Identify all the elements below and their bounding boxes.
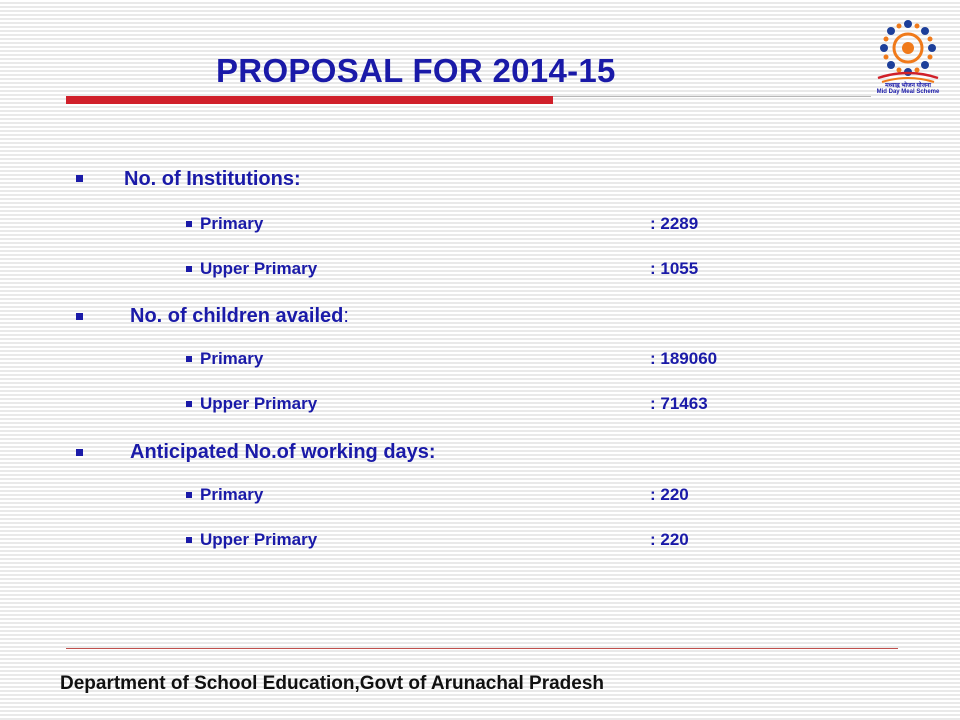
footer-divider	[66, 648, 898, 649]
title-underline-accent	[66, 96, 553, 104]
item-value: : 2289	[650, 214, 699, 233]
bullet-square-icon	[186, 492, 192, 498]
bullet-square-icon	[76, 313, 83, 320]
item-value: : 189060	[650, 349, 718, 368]
section-heading-working-days: Anticipated No.of working days:	[130, 441, 436, 463]
item-label: Upper Primary	[200, 394, 318, 413]
item-value: : 71463	[650, 394, 708, 413]
item-label: Upper Primary	[200, 259, 318, 278]
title-underline-rule	[553, 96, 871, 97]
logo-caption-hindi: मध्याह्न भोजन योजना	[885, 83, 931, 89]
footer-text: Department of School Education,Govt of Arunachal Pradesh	[60, 673, 605, 694]
item-label: Primary	[200, 485, 264, 504]
item-value: : 1055	[650, 259, 699, 278]
item-label: Primary	[200, 349, 264, 368]
item-label: Upper Primary	[200, 530, 318, 549]
bullet-square-icon	[186, 266, 192, 272]
item-value: : 220	[650, 485, 689, 504]
slide-title: PROPOSAL FOR 2014-15	[216, 52, 616, 89]
bullet-square-icon	[186, 401, 192, 407]
item-label: Primary	[200, 214, 264, 233]
logo-caption-english: Mid Day Meal Scheme	[876, 89, 940, 95]
bullet-square-icon	[76, 449, 83, 456]
bullet-square-icon	[76, 175, 83, 182]
item-value: : 220	[650, 530, 689, 549]
bullet-square-icon	[186, 356, 192, 362]
section-heading-children: No. of children availed:	[130, 305, 349, 327]
bullet-square-icon	[186, 537, 192, 543]
bullet-square-icon	[186, 221, 192, 227]
section-heading-institutions: No. of Institutions:	[124, 168, 301, 190]
